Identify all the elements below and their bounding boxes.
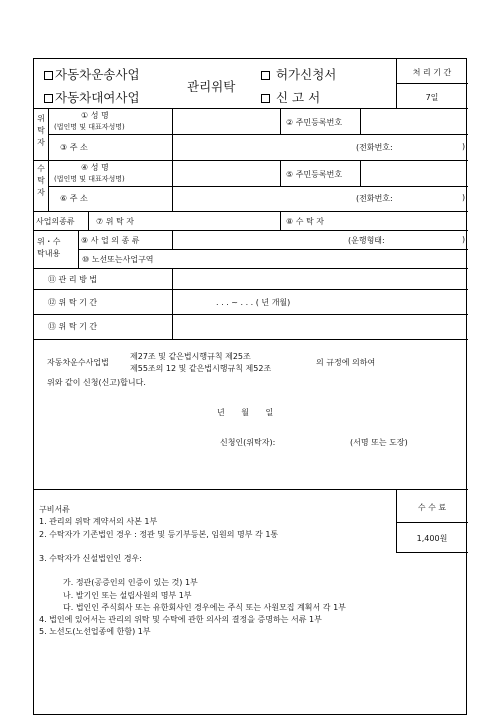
business-truster-field[interactable]	[174, 213, 274, 228]
declaration-text: 위와 같이 신청(신고)합니다.	[47, 378, 146, 387]
trustee-addr-label: ⑥ 주 소	[60, 194, 88, 203]
truster-side-label: 위 탁 자	[37, 114, 45, 147]
truster-reg-field[interactable]	[364, 111, 464, 131]
checkbox-icon[interactable]	[261, 94, 270, 103]
biz-type-option-1[interactable]	[44, 65, 140, 83]
fee-value: 1,400원	[416, 534, 448, 543]
management-method-field[interactable]	[176, 271, 464, 286]
law-clause-1: 제27조 및 같은법시행규칙 제25조	[130, 352, 251, 361]
document-item-4: 4. 법인에 있어서는 관리의 위탁 및 수탁에 관한 의사의 결정을 증명하는 서류 1부	[39, 615, 322, 624]
biz-type-label-2: 자동차대여사업	[55, 90, 140, 105]
document-item-3c: 다. 법인인 주식회사 또는 유한회사인 경우에는 주식 또는 사원모집 계획서 각 1부	[63, 603, 346, 612]
document-item-5: 5. 노선도(노선업종에 한함) 1부	[39, 627, 151, 636]
route-area-field[interactable]	[176, 251, 464, 266]
operation-type-label: (운행형태:	[348, 236, 385, 245]
truster-name-sublabel: (법인명 및 대표자성명)	[54, 123, 125, 131]
business-trustee-label: ⑧ 수 탁 자	[286, 217, 324, 226]
business-type-label: 사업의종류	[36, 217, 75, 226]
law-name: 자동차운수사업법	[47, 358, 109, 367]
business-kind-label: ⑨ 사 업 의 종 류	[81, 236, 140, 245]
trustee-side-label: 수 탁 자	[37, 164, 45, 197]
biz-type-option-2[interactable]	[44, 88, 140, 106]
app-type-label-2: 신 고 서	[275, 90, 321, 105]
document-item-3: 3. 수탁자가 신설법인인 경우:	[39, 554, 142, 563]
contents-side-label-1: 위・수	[37, 237, 61, 246]
trust-period-label: ⑫ 위 탁 기 간	[48, 298, 98, 307]
business-truster-label: ⑦ 위 탁 자	[96, 217, 134, 226]
app-type-label-1: 허가신청서	[275, 67, 337, 82]
fee-label: 수 수 료	[417, 503, 447, 512]
trustee-name-field[interactable]	[176, 163, 276, 183]
truster-name-label: ① 성 명	[81, 111, 109, 120]
trust-period-dates[interactable]: . . . ~ . . . ( 년 개월)	[216, 298, 291, 307]
business-trustee-field[interactable]	[364, 213, 464, 228]
truster-phone-close: )	[462, 142, 466, 151]
application-date[interactable]: 년 월 일	[217, 408, 274, 417]
app-type-option-2[interactable]	[261, 88, 320, 106]
law-clause-2: 제55조의 12 및 같은법시행규칙 제52조	[130, 364, 272, 373]
trustee-addr-field[interactable]	[176, 189, 346, 209]
document-item-2: 2. 수탁자가 기존법인 경우 : 정관 및 등기부등본, 임원의 명부 각 1통	[39, 530, 279, 539]
application-form	[33, 58, 467, 715]
documents-title: 구비서류	[39, 505, 70, 514]
row13-field[interactable]	[176, 317, 464, 335]
truster-reg-label: ② 주민등록번호	[286, 118, 343, 127]
applicant-label: 신청인(위탁자):	[220, 438, 276, 447]
document-item-3a: 가. 정관(공증인의 인증이 있는 것) 1부	[63, 578, 198, 587]
signature-label[interactable]: (서명 또는 도장)	[350, 438, 408, 447]
trustee-name-sublabel: (법인명 및 대표자성명)	[54, 175, 125, 183]
document-item-1: 1. 관리의 위탁 계약서의 사본 1부	[39, 517, 158, 526]
truster-name-field[interactable]	[176, 111, 276, 131]
trustee-reg-label: ⑤ 주민등록번호	[286, 170, 343, 179]
law-suffix: 의 규정에 의하여	[316, 358, 376, 367]
contents-side-label-2: 탁내용	[37, 249, 61, 258]
route-area-label: ⑩ 노선또는사업구역	[82, 255, 154, 264]
processing-period-label: 처 리 기 간	[412, 68, 452, 77]
row13-label: ⑬ 위 탁 기 간	[48, 322, 98, 331]
app-type-option-1[interactable]	[261, 65, 336, 83]
processing-period-value: 7일	[425, 93, 439, 102]
management-method-label: ⑪ 관 리 방 법	[48, 275, 98, 284]
trustee-phone-label: (전화번호:	[356, 194, 393, 203]
checkbox-icon[interactable]	[44, 94, 53, 103]
document-item-3b: 나. 발기인 또는 설립사원의 명부 1부	[63, 591, 192, 600]
trustee-name-label: ④ 성 명	[81, 163, 109, 172]
truster-phone-label: (전화번호:	[356, 143, 393, 152]
operation-type-close: )	[462, 235, 466, 244]
trustee-reg-field[interactable]	[364, 163, 464, 183]
mgmt-title: 관리위탁	[187, 79, 236, 94]
truster-addr-field[interactable]	[176, 137, 346, 157]
checkbox-icon[interactable]	[44, 71, 53, 80]
checkbox-icon[interactable]	[261, 71, 270, 80]
trustee-phone-close: )	[462, 193, 466, 202]
truster-addr-label: ③ 주 소	[60, 143, 88, 152]
biz-type-label-1: 자동차운송사업	[55, 67, 140, 82]
